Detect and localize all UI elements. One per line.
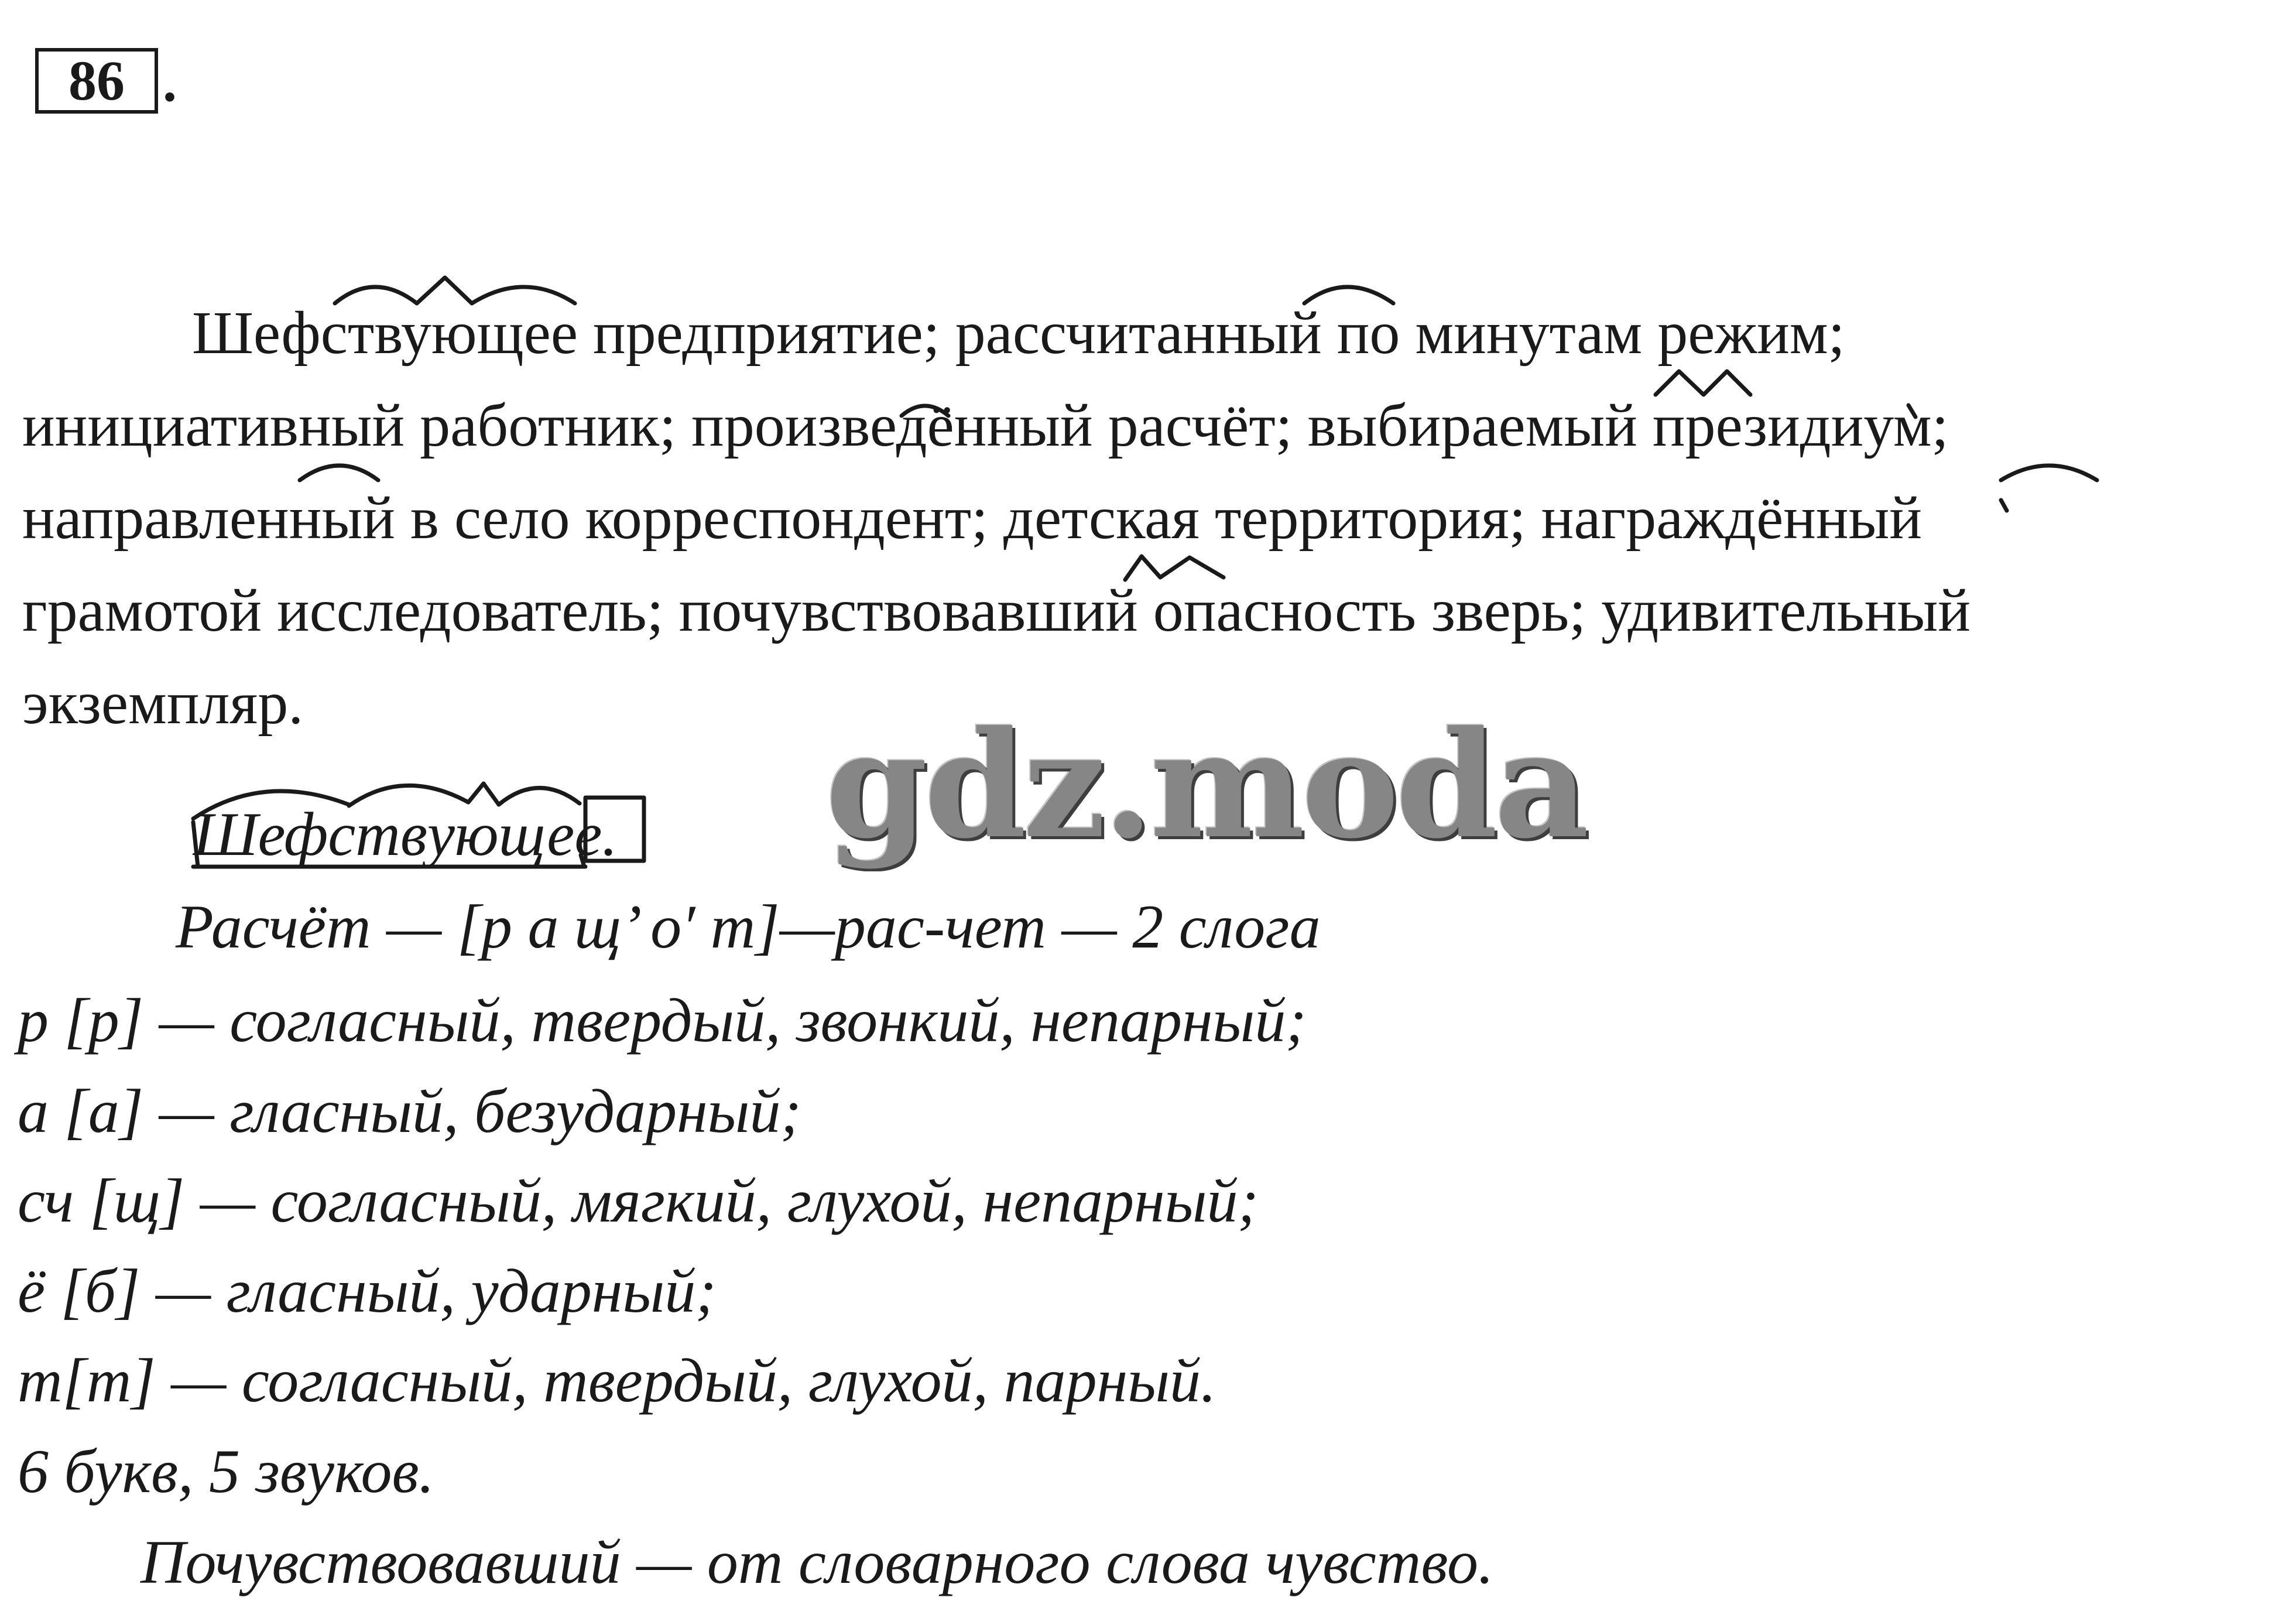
analysis-line: а [а] — гласный, безударный;: [18, 1077, 801, 1145]
exercise-number-dot: .: [163, 50, 177, 113]
analysis-line: ё [б] — гласный, ударный;: [18, 1257, 717, 1325]
exercise-number-box: [35, 48, 158, 114]
exercise-paragraph: Шефствующее предприятие; рассчитанный по минутам режим; инициативный работник; произведённый расчёт; выбираемый президиум; направленный в село корреспондент; детская территория; награждённый грамотой исследователь; почувствовавший опасность зверь; удивительный экземпляр.: [22, 299, 1971, 737]
analysis-line: р [р] — согласный, твердый, звонкий, непарный;: [18, 986, 1307, 1055]
analysis-line: Расчёт — [р а щ’ о′ т]—рас-чет — 2 слога: [176, 892, 1321, 961]
analysis-line: т[т] — согласный, твердый, глухой, парный.: [18, 1346, 1216, 1415]
watermark: gdz.moda: [825, 699, 1586, 871]
word-parse: Шефствующее.: [193, 800, 618, 868]
analysis-line: сч [щ] — согласный, мягкий, глухой, непарный;: [18, 1167, 1259, 1235]
analysis-line: Почувствовавший — от словарного слова чувство.: [140, 1528, 1494, 1596]
analysis-line: 6 букв, 5 звуков.: [18, 1437, 435, 1506]
exercise-number: 86: [68, 49, 125, 112]
